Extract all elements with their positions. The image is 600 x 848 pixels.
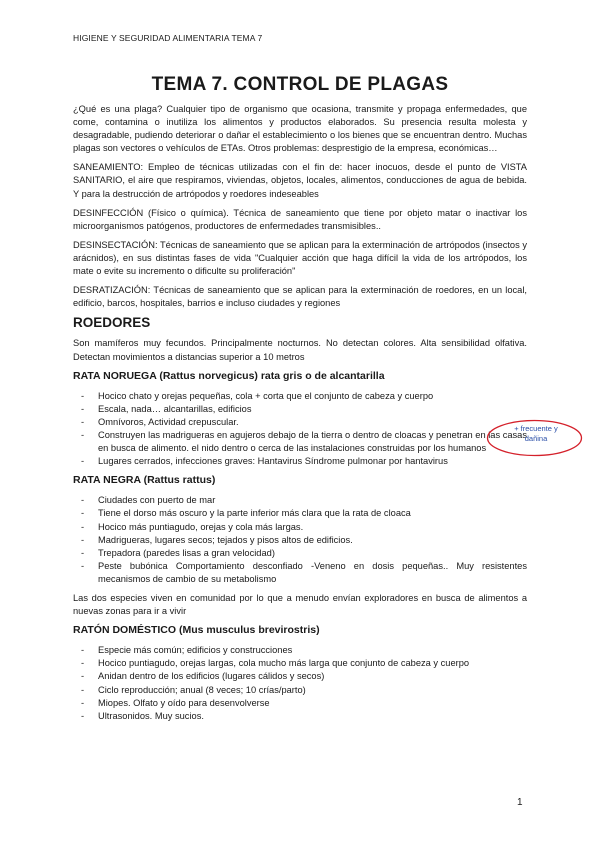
list-item-text: Madrigueras, lugares secos; tejados y pisos altos de edificios. [98, 534, 353, 545]
section-heading-roedores: ROEDORES [73, 315, 151, 331]
list-item [73, 657, 527, 670]
list-item [73, 403, 527, 416]
list-item-text: Tiene el dorso más oscuro y la parte inferior más clara que la rata de cloaca [98, 508, 411, 519]
definition-desinsectacion: DESINSECTACIÓN: Técnicas de saneamiento que se aplican para la exterminación de artrópodos (insectos y arácnidos), en sus distintas fases de vida "Cualquier acción que haga difícil la vida de los artrópodos, los mate o evite su incremento o dificulte su proliferación" [73, 239, 527, 277]
list-dash: - [81, 710, 85, 721]
intro-paragraph: ¿Qué es una plaga? Cualquier tipo de organismo que ocasiona, transmite y propaga enfermedades, que come, contamina o inutiliza los alimentos y productos elaborados. Su presencia resulta molesta y desagradable, pudiendo deteriorar o dañar el establecimiento o los bienes que se encuentran dentro. Muchas plagas son vectores o vehículos de ETAs. Otros problemas: desprestigio de la empresa, económicas… [73, 104, 527, 154]
list-dash: - [81, 390, 85, 401]
rata-negra-list [73, 494, 527, 586]
list-item-text: Ciclo reproducción; anual (8 veces; 10 crías/parto) [98, 684, 306, 695]
list-item-text: Lugares cerrados, infecciones graves: Hantavirus Síndrome pulmonar por hantavirus [98, 456, 448, 467]
list-dash: - [81, 547, 85, 558]
list-dash: - [81, 671, 85, 682]
list-dash: - [81, 658, 85, 669]
definition-desinfeccion: DESINFECCIÓN (Físico o química). Técnica de saneamiento que tiene por objeto matar o inactivar los microorganismos patógenos, productores de enfermedades transmisibles.. [73, 207, 527, 231]
list-item-text: Especie más común; edificios y construcciones [98, 645, 293, 656]
list-item [73, 560, 527, 586]
roedores-intro: Son mamíferos muy fecundos. Principalmente nocturnos. No detectan colores. Alta sensibilidad olfativa. Detectan movimientos a distancias superior a 10 metros [73, 338, 527, 362]
list-item-text: Anidan dentro de los edificios (lugares cálidos y secos) [98, 671, 325, 682]
list-item [73, 390, 527, 403]
list-dash: - [81, 403, 85, 414]
list-item-text: Trepadora (paredes lisas a gran velocidad) [98, 547, 275, 558]
list-dash: - [81, 429, 85, 440]
page-number: 1 [517, 797, 523, 808]
list-item [73, 710, 527, 723]
document-body [73, 103, 527, 729]
list-dash: - [81, 508, 85, 519]
species-heading-raton-domestico: RATÓN DOMÉSTICO (Mus musculus brevirostris) [73, 624, 320, 637]
list-item-text: Peste bubónica Comportamiento desconfiado -Veneno en dosis pequeñas.. Muy resistentes mecanismos de cambio de su metabolismo [98, 560, 527, 584]
definition-desratizacion: DESRATIZACIÓN: Técnicas de saneamiento que se aplican para la exterminación de roedores, en un local, edificio, barcos, hospitales, barrios e incluso ciudades y regiones [73, 285, 527, 309]
species-heading-rata-negra: RATA NEGRA (Rattus rattus) [73, 474, 216, 487]
list-item-text: Hocico puntiagudo, orejas largas, cola mucho más larga que conjunto de cabeza y cuerpo [98, 658, 470, 669]
species-note: Las dos especies viven en comunidad por lo que a menudo envían exploradores en busca de alimentos a nuevas zonas para ir a vivir [73, 593, 527, 617]
list-item-text: Ultrasonidos. Muy sucios. [98, 710, 204, 721]
list-item [73, 507, 527, 520]
list-item [73, 644, 527, 657]
list-item [73, 534, 527, 547]
list-item [73, 521, 527, 534]
raton-domestico-list [73, 644, 527, 723]
list-dash: - [81, 416, 85, 427]
list-item [73, 494, 527, 507]
list-item [73, 547, 527, 560]
annotation-text [499, 424, 573, 444]
list-dash: - [81, 645, 85, 656]
list-dash: - [81, 534, 85, 545]
list-dash: - [81, 697, 85, 708]
handwritten-annotation [485, 418, 584, 458]
rata-noruega-list [73, 390, 527, 469]
list-item-text: Miopes. Olfato y oído para desenvolverse [98, 697, 270, 708]
definition-saneamiento: SANEAMIENTO: Empleo de técnicas utilizadas con el fin de: hacer inocuos, desde el punto de VISTA SANITARIO, el aire que respiramos, viviendas, objetos, locales, alimentos, conducciones de agua de bebida. Y para la destrucción de artrópodos y roedores indeseables [73, 162, 527, 199]
list-item [73, 684, 527, 697]
list-dash: - [81, 684, 85, 695]
list-item [73, 416, 527, 429]
list-item-text: Escala, nada… alcantarillas, edificios [98, 403, 252, 414]
list-dash: - [81, 521, 85, 532]
running-header: HIGIENE Y SEGURIDAD ALIMENTARIA TEMA 7 [73, 33, 263, 43]
list-dash: - [81, 456, 85, 467]
annotation-line: + frecuente y [514, 424, 558, 433]
list-item-text: Omnívoros, Actividad crepuscular. [98, 416, 239, 427]
list-item-text: Construyen las madrigueras en agujeros debajo de la tierra o dentro de cloacas y penetran en las casas en busca de alimento. el nido dentro o cerca de las instalaciones construidas por los humanos [98, 429, 527, 454]
list-item-text: Ciudades con puerto de mar [98, 495, 216, 506]
list-item [73, 455, 527, 468]
annotation-line: dañina [524, 434, 548, 443]
list-dash: - [81, 495, 85, 506]
list-item [73, 429, 527, 455]
list-item-text: Hocico más puntiagudo, orejas y cola más largas. [98, 521, 304, 532]
page-title: TEMA 7. CONTROL DE PLAGAS [151, 74, 449, 95]
list-item-text: Hocico chato y orejas pequeñas, cola + corta que el conjunto de cabeza y cuerpo [98, 390, 434, 401]
species-heading-rata-noruega: RATA NORUEGA (Rattus norvegicus) rata gris o de alcantarilla [73, 369, 385, 382]
list-item [73, 670, 527, 683]
list-dash: - [81, 560, 85, 571]
list-item [73, 697, 527, 710]
